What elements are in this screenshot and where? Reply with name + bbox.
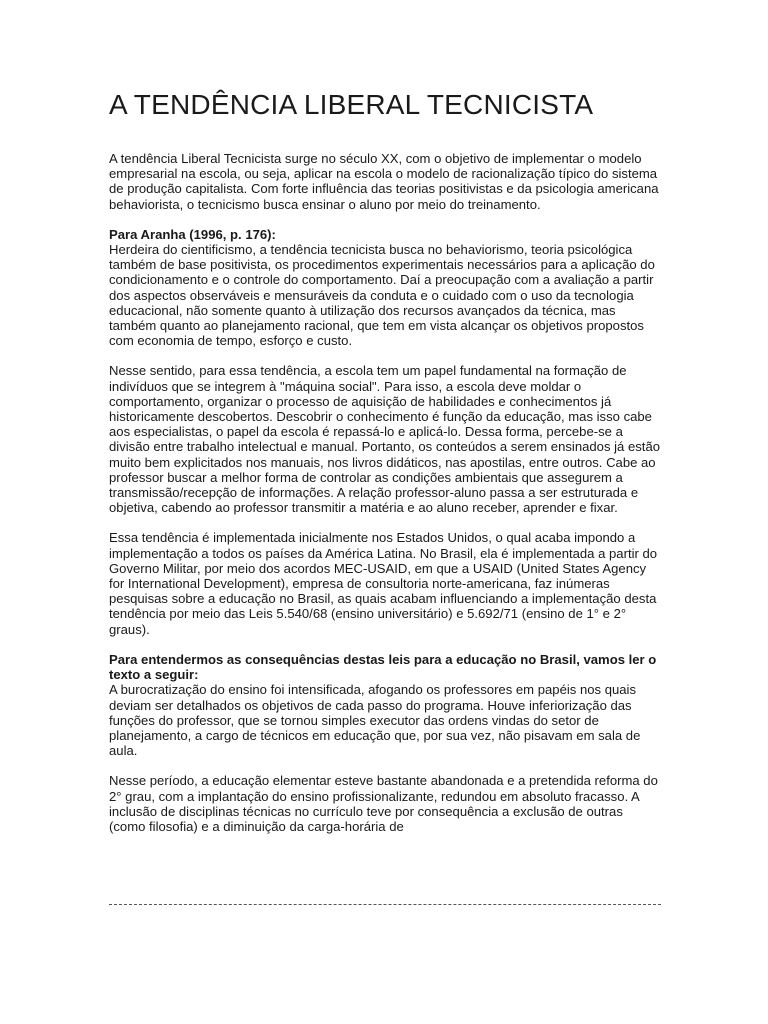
paragraph-text: A burocratização do ensino foi intensificada, afogando os professores em papéis nos quais deviam ser detalhados os objetivos de cada passo do programa. Houve inferiorização das funções do professor, que se tornou simples executor das ordens vindas do setor de planejamento, a cargo de técnicos em educação que, por sua vez, não pisavam em sala de aula. — [109, 682, 641, 759]
paragraph-text: Nesse sentido, para essa tendência, a escola tem um papel fundamental na formação de indivíduos que se integrem à "máquina social". Para isso, a escola deve moldar o comportamento, organizar o processo de aquisição de habilidades e conhecimentos já historicamente descobertos. Descobrir o conhecimento é função da educação, mas isso cabe aos especialistas, o papel da escola é repassá-lo e aplicá-lo. Dessa forma, percebe-se a divisão entre trabalho intelectual e manual. Portanto, os conteúdos a serem ensinados já estão muito bem explicitados nos manuais, nos livros didáticos, nas apostilas, entre outros. Cabe ao professor buscar a melhor forma de controlar as condições ambientais que assegurem a transmissão/recepção de informações. A relação professor-aluno passa a ser estruturada e objetiva, cabendo ao professor transmitir a matéria e ao aluno receber, aprender e fixar. — [109, 363, 661, 516]
document-body — [109, 151, 661, 834]
paragraph-school-role — [109, 363, 661, 515]
paragraph-period — [109, 773, 661, 834]
paragraph-text: Nesse período, a educação elementar esteve bastante abandonada e a pretendida reforma do 2° grau, com a implantação do ensino profissionalizante, redundou em absoluto fracasso. A inclusão de disciplinas técnicas no currículo teve por consequência a exclusão de outras (como filosofia) e a diminuição da carga-horária de — [109, 773, 658, 834]
paragraph-aranha — [109, 227, 661, 349]
paragraph-text: Herdeira do cientificismo, a tendência tecnicista busca no behaviorismo, teoria psicológica também de base positivista, os procedimentos experimentais necessários para a aplicação do condicionamento e o controle do comportamento. Daí a preocupação com a avaliação a partir dos aspectos observáveis e mensuráveis da conduta e o cuidado com o uso da tecnologia educacional, não somente quanto à utilização dos recursos avançados da técnica, mas também quanto ao planejamento racional, que tem em vista alcançar os objetivos propostos com economia de tempo, esforço e custo. — [109, 242, 655, 349]
paragraph-implementation — [109, 530, 661, 636]
document-page — [109, 88, 661, 849]
paragraph-heading: Para Aranha (1996, p. 176): — [109, 226, 276, 242]
paragraph-intro — [109, 151, 661, 212]
document-title: A TENDÊNCIA LIBERAL TECNICISTA — [109, 89, 594, 120]
paragraph-text: A tendência Liberal Tecnicista surge no século XX, com o objetivo de implementar o modelo empresarial na escola, ou seja, aplicar na escola o modelo de racionalização típico do sistema de produção capitalista. Com forte influência das teorias positivistas e da psicologia americana behaviorista, o tecnicismo busca ensinar o aluno por meio do treinamento. — [109, 151, 659, 212]
paragraph-consequences — [109, 652, 661, 758]
paragraph-text: Essa tendência é implementada inicialmente nos Estados Unidos, o qual acaba impondo a implementação a todos os países da América Latina. No Brasil, ela é implementada a partir do Governo Militar, por meio dos acordos MEC-USAID, em que a USAID (United States Agency for International Development), empresa de consultoria norte-americana, faz inúmeras pesquisas sobre a educação no Brasil, as quais acabam influenciando a implementação desta tendência por meio das Leis 5.540/68 (ensino universitário) e 5.692/71 (ensino de 1° e 2° graus). — [109, 530, 658, 637]
paragraph-heading: Para entendermos as consequências destas leis para a educação no Brasil, vamos ler o texto a seguir: — [109, 651, 657, 683]
page-cut-divider — [109, 904, 661, 905]
